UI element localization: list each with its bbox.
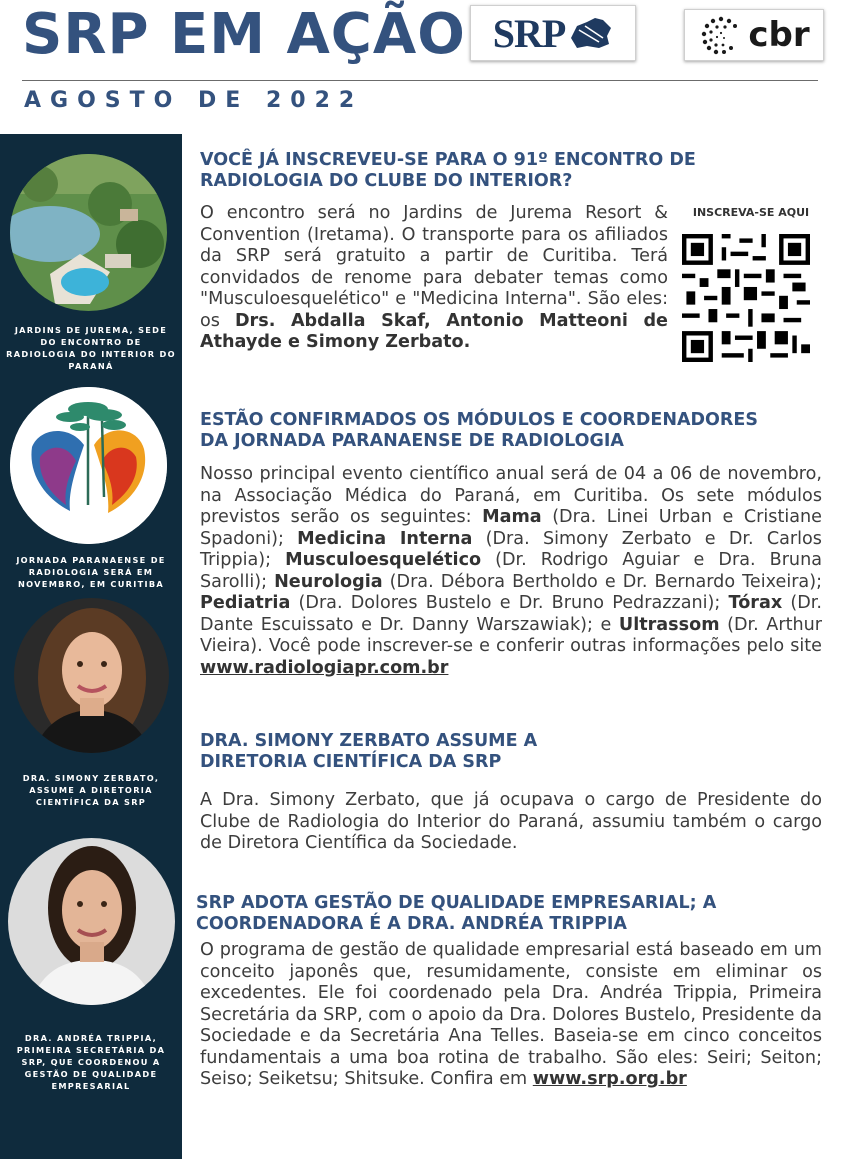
article-3-body: A Dra. Simony Zerbato, que já ocupava o cargo de Presidente do Clube de Radiologia do Interior do Paraná, assumiu também o cargo de Diretora Científica da Sociedade. bbox=[200, 790, 822, 853]
article-4-text: O programa de gestão de qualidade empresarial está baseado em um conceito japonês que, resumidamente, consiste em eliminar os excedentes. Ele foi coordenado pela Dra. Andréa Trippia, Primeira Secretária da SRP, com o apoio da Dra. Dolores Bustelo, Presidente da Sociedade e da Secretária Ana Telles. Baseia-se em cinco conceitos fundamentais a uma boa rotina de trabalho. São eles: Seiri; Seiton; Seiso; Seiketsu; Shitsuke. Confira em bbox=[200, 940, 822, 1089]
module-name: Musculoesquelético bbox=[285, 550, 482, 570]
article-1-heading-line-1: VOCÊ JÁ INSCREVEU-SE PARA O 91º ENCONTRO DE bbox=[200, 150, 696, 170]
article-2-body bbox=[200, 464, 822, 679]
module-name: Pediatria bbox=[200, 593, 291, 613]
sidebar bbox=[0, 134, 182, 1159]
srp-logo bbox=[470, 5, 636, 61]
parana-map-icon bbox=[569, 16, 613, 50]
module-name: Medicina Interna bbox=[297, 528, 473, 549]
andrea-trippia-photo bbox=[8, 838, 175, 1005]
article-4-heading bbox=[196, 893, 716, 935]
radiologiapr-link[interactable]: www.radiologiapr.com.br bbox=[200, 657, 449, 678]
article-1-text: O encontro será no Jardins de Jurema Resort & Convention (Iretama). O transporte para os afiliados da SRP será gratuito a partir de Curitiba. Terá convidados de renome para debater temas como "Musculoesquelético" e "Medicina Interna". São eles: os bbox=[200, 203, 668, 331]
article-3-heading bbox=[200, 731, 537, 773]
module-coordinators: (Dr. Dante Escuissato e Dr. Danny Warszawiak); e bbox=[200, 593, 823, 635]
article-3-heading-line-2: DIRETORIA CIENTÍFICA DA SRP bbox=[200, 752, 502, 772]
srp-site-link[interactable]: www.srp.org.br bbox=[532, 1069, 687, 1089]
module-name: Ultrassom bbox=[618, 614, 720, 635]
simony-zerbato-photo bbox=[14, 598, 169, 753]
module-coordinators: (Dr. Rodrigo Aguiar e Dra. Bruna Sarolli); bbox=[200, 550, 823, 592]
article-1-body bbox=[200, 203, 668, 354]
caption-andrea: DRA. ANDRÉA TRIPPIA, PRIMEIRA SECRETÁRIA DA SRP, QUE COORDENOU A GESTÃO DE QUALIDADE EMPRESARIAL bbox=[16, 1033, 166, 1091]
caption-jornada: JORNADA PARANAENSE DE RADIOLOGIA SERÁ EM NOVEMBRO, EM CURITIBA bbox=[16, 555, 166, 589]
qr-code[interactable] bbox=[682, 234, 810, 362]
page-title: SRP EM AÇÃO bbox=[22, 2, 466, 67]
article-2-heading bbox=[200, 410, 758, 452]
article-2-heading-line-1: ESTÃO CONFIRMADOS OS MÓDULOS E COORDENADORES bbox=[200, 410, 758, 430]
srp-logo-text: SRP bbox=[492, 10, 566, 56]
article-2-outro: Você pode inscrever-se e conferir outras informações pelo site bbox=[268, 636, 822, 656]
article-4-heading-line-2: COORDENADORA É A DRA. ANDRÉA TRIPPIA bbox=[196, 914, 627, 934]
header-divider bbox=[22, 80, 818, 81]
module-coordinators: (Dra. Débora Bertholdo e Dr. Bernardo Teixeira); bbox=[382, 571, 823, 592]
module-coordinators: (Dra. Dolores Bustelo e Dr. Bruno Pedrazzani); bbox=[290, 593, 729, 613]
qr-label: INSCREVA-SE AQUI bbox=[692, 206, 810, 219]
module-name: Tórax bbox=[728, 593, 783, 613]
module-coordinators: (Dra. Linei Urban e Cristiane Spadoni); bbox=[200, 507, 822, 549]
article-4-heading-line-1: SRP ADOTA GESTÃO DE QUALIDADE EMPRESARIAL; A bbox=[196, 893, 717, 913]
article-1-speakers: Drs. Abdalla Skaf, Antonio Matteoni de Athayde e Simony Zerbato. bbox=[200, 310, 668, 352]
caption-simony: DRA. SIMONY ZERBATO, ASSUME A DIRETORIA CIENTÍFICA DA SRP bbox=[22, 773, 160, 807]
jornada-logo bbox=[10, 387, 167, 544]
cbr-logo-text: cbr bbox=[748, 15, 810, 55]
resort-photo bbox=[10, 154, 167, 311]
module-name: Mama bbox=[482, 507, 542, 527]
article-1-heading bbox=[200, 150, 696, 192]
article-2-intro: Nosso principal evento científico anual será de 04 a 06 de novembro, na Associação Médica do Paraná, em Curitiba. Os sete módulos previstos serão os seguintes: bbox=[200, 464, 822, 527]
article-1-heading-line-2: RADIOLOGIA DO CLUBE DO INTERIOR? bbox=[200, 171, 573, 191]
article-2-heading-line-2: DA JORNADA PARANAENSE DE RADIOLOGIA bbox=[200, 431, 624, 451]
module-coordinators: (Dra. Simony Zerbato e Dr. Carlos Trippia); bbox=[200, 528, 822, 570]
module-name: Neurologia bbox=[274, 571, 383, 592]
article-4-body bbox=[200, 940, 822, 1091]
module-coordinators: (Dr. Arthur Vieira). bbox=[200, 614, 823, 656]
cbr-dots-icon bbox=[698, 15, 744, 55]
caption-resort: JARDINS DE JUREMA, SEDE DO ENCONTRO DE RADIOLOGIA DO INTERIOR DO PARANÁ bbox=[6, 325, 176, 371]
article-3-heading-line-1: DRA. SIMONY ZERBATO ASSUME A bbox=[200, 731, 538, 751]
cbr-logo bbox=[684, 9, 824, 61]
issue-date: AGOSTO DE 2022 bbox=[24, 88, 364, 113]
